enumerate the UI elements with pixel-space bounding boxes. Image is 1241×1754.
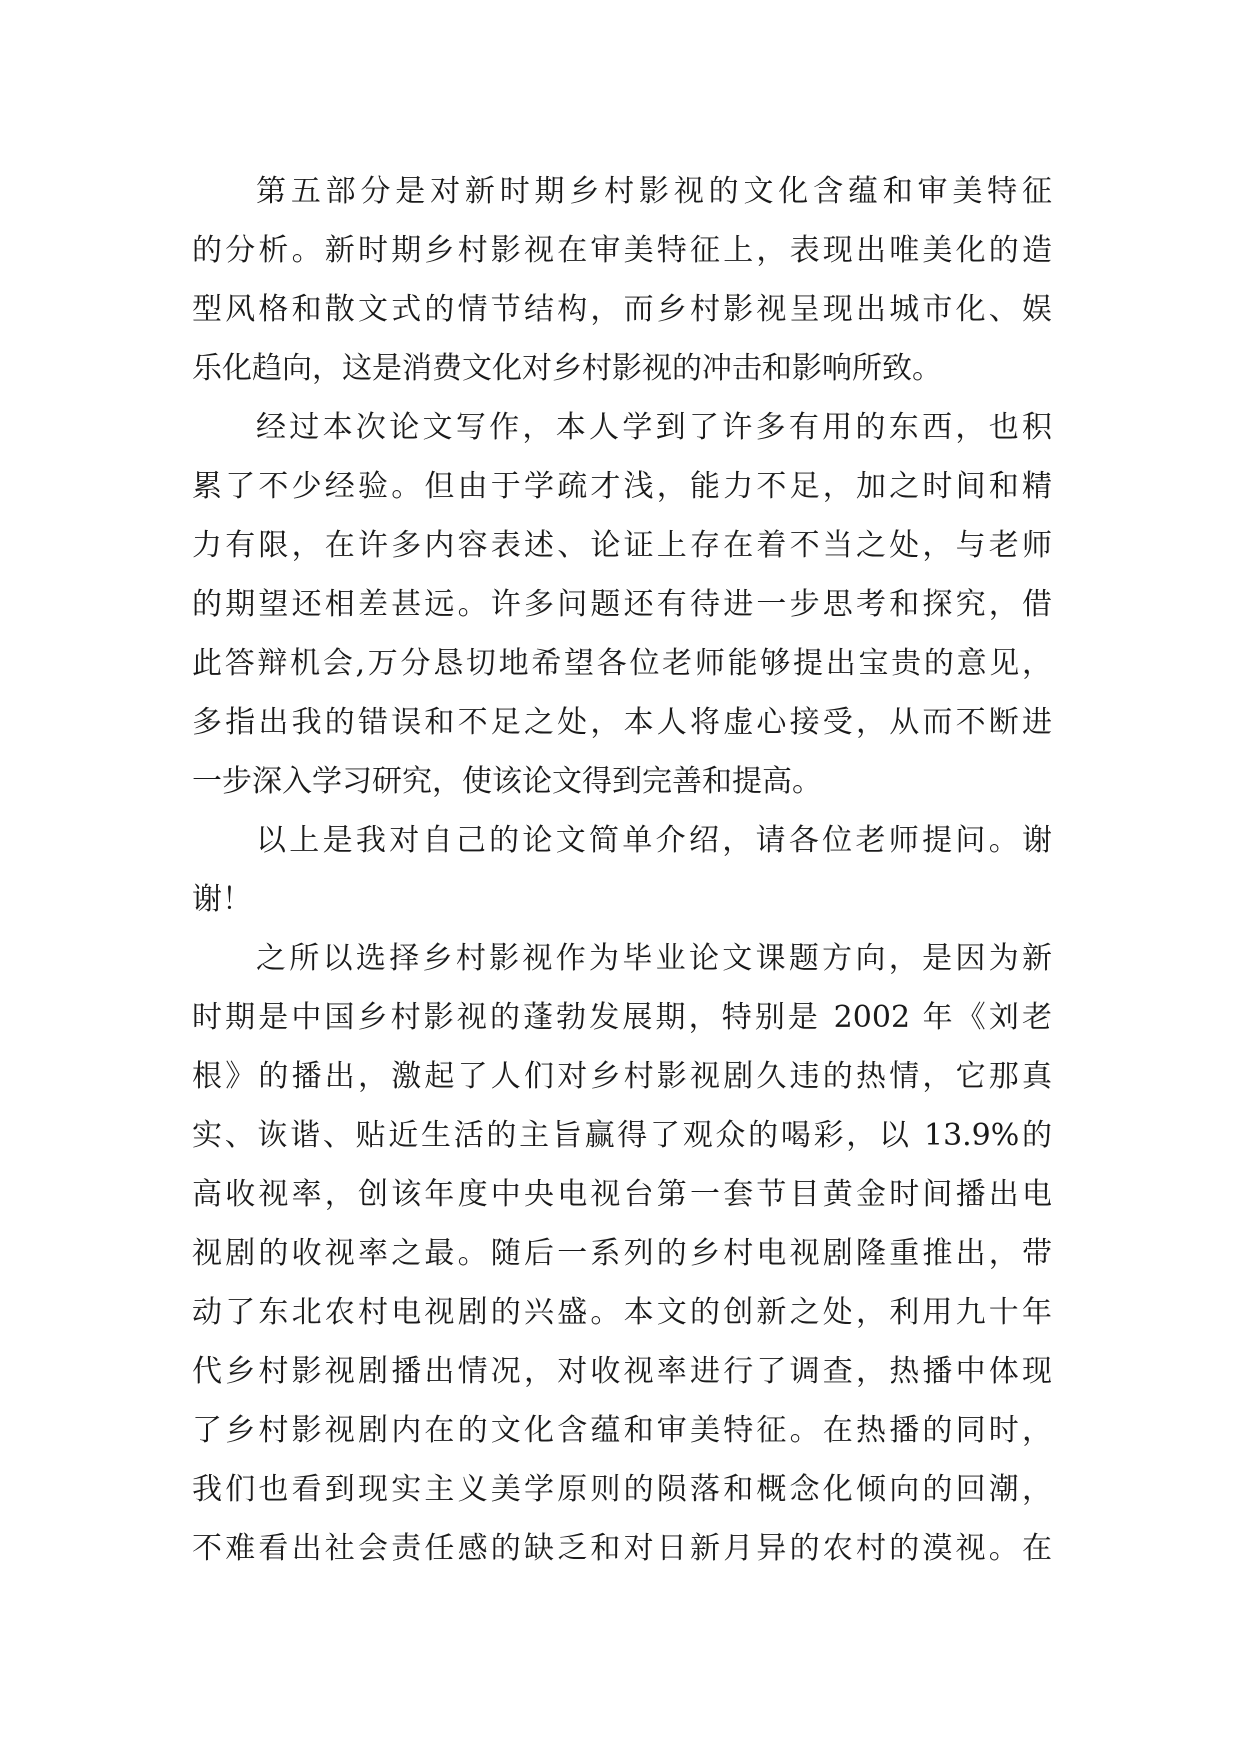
text-line: 的分析。新时期乡村影视在审美特征上，表现出唯美化的造 — [192, 233, 1052, 268]
text-line: 谢！ — [192, 882, 252, 917]
text-line: 此答辩机会,万分恳切地希望各位老师能够提出宝贵的意见， — [192, 646, 1052, 681]
text-line: 型风格和散文式的情节结构，而乡村影视呈现出城市化、娱 — [192, 292, 1052, 327]
text-line: 不难看出社会责任感的缺乏和对日新月异的农村的漠视。在 — [192, 1531, 1052, 1566]
text-line: 之所以选择乡村影视作为毕业论文课题方向，是因为新 — [256, 941, 1052, 976]
text-line: 根》的播出，激起了人们对乡村影视剧久违的热情，它那真 — [192, 1059, 1052, 1094]
paragraph — [192, 162, 1052, 398]
text-line: 代乡村影视剧播出情况，对收视率进行了调查，热播中体现 — [192, 1354, 1052, 1389]
body-text — [192, 162, 1052, 1578]
text-line: 累了不少经验。但由于学疏才浅，能力不足，加之时间和精 — [192, 469, 1052, 504]
text-line: 时期是中国乡村影视的蓬勃发展期，特别是 2002 年《刘老 — [192, 1000, 1052, 1035]
text-line: 我们也看到现实主义美学原则的陨落和概念化倾向的回潮， — [192, 1472, 1052, 1507]
paragraph — [192, 929, 1052, 1578]
text-line: 一步深入学习研究，使该论文得到完善和提高。 — [192, 764, 822, 799]
text-line: 乐化趋向，这是消费文化对乡村影视的冲击和影响所致。 — [192, 351, 942, 386]
text-line: 动了东北农村电视剧的兴盛。本文的创新之处，利用九十年 — [192, 1295, 1052, 1330]
text-line: 经过本次论文写作，本人学到了许多有用的东西，也积 — [256, 410, 1052, 445]
text-line: 多指出我的错误和不足之处，本人将虚心接受，从而不断进 — [192, 705, 1052, 740]
text-line: 了乡村影视剧内在的文化含蕴和审美特征。在热播的同时， — [192, 1413, 1052, 1448]
text-line: 力有限，在许多内容表述、论证上存在着不当之处，与老师 — [192, 528, 1052, 563]
text-line: 以上是我对自己的论文简单介绍，请各位老师提问。谢 — [256, 823, 1052, 858]
text-line: 的期望还相差甚远。许多问题还有待进一步思考和探究，借 — [192, 587, 1052, 622]
text-line: 高收视率，创该年度中央电视台第一套节目黄金时间播出电 — [192, 1177, 1052, 1212]
paragraph — [192, 811, 1052, 929]
paragraph — [192, 398, 1052, 811]
text-line: 实、诙谐、贴近生活的主旨赢得了观众的喝彩，以 13.9%的 — [192, 1118, 1052, 1153]
text-line: 第五部分是对新时期乡村影视的文化含蕴和审美特征 — [256, 174, 1052, 209]
text-line: 视剧的收视率之最。随后一系列的乡村电视剧隆重推出，带 — [192, 1236, 1052, 1271]
